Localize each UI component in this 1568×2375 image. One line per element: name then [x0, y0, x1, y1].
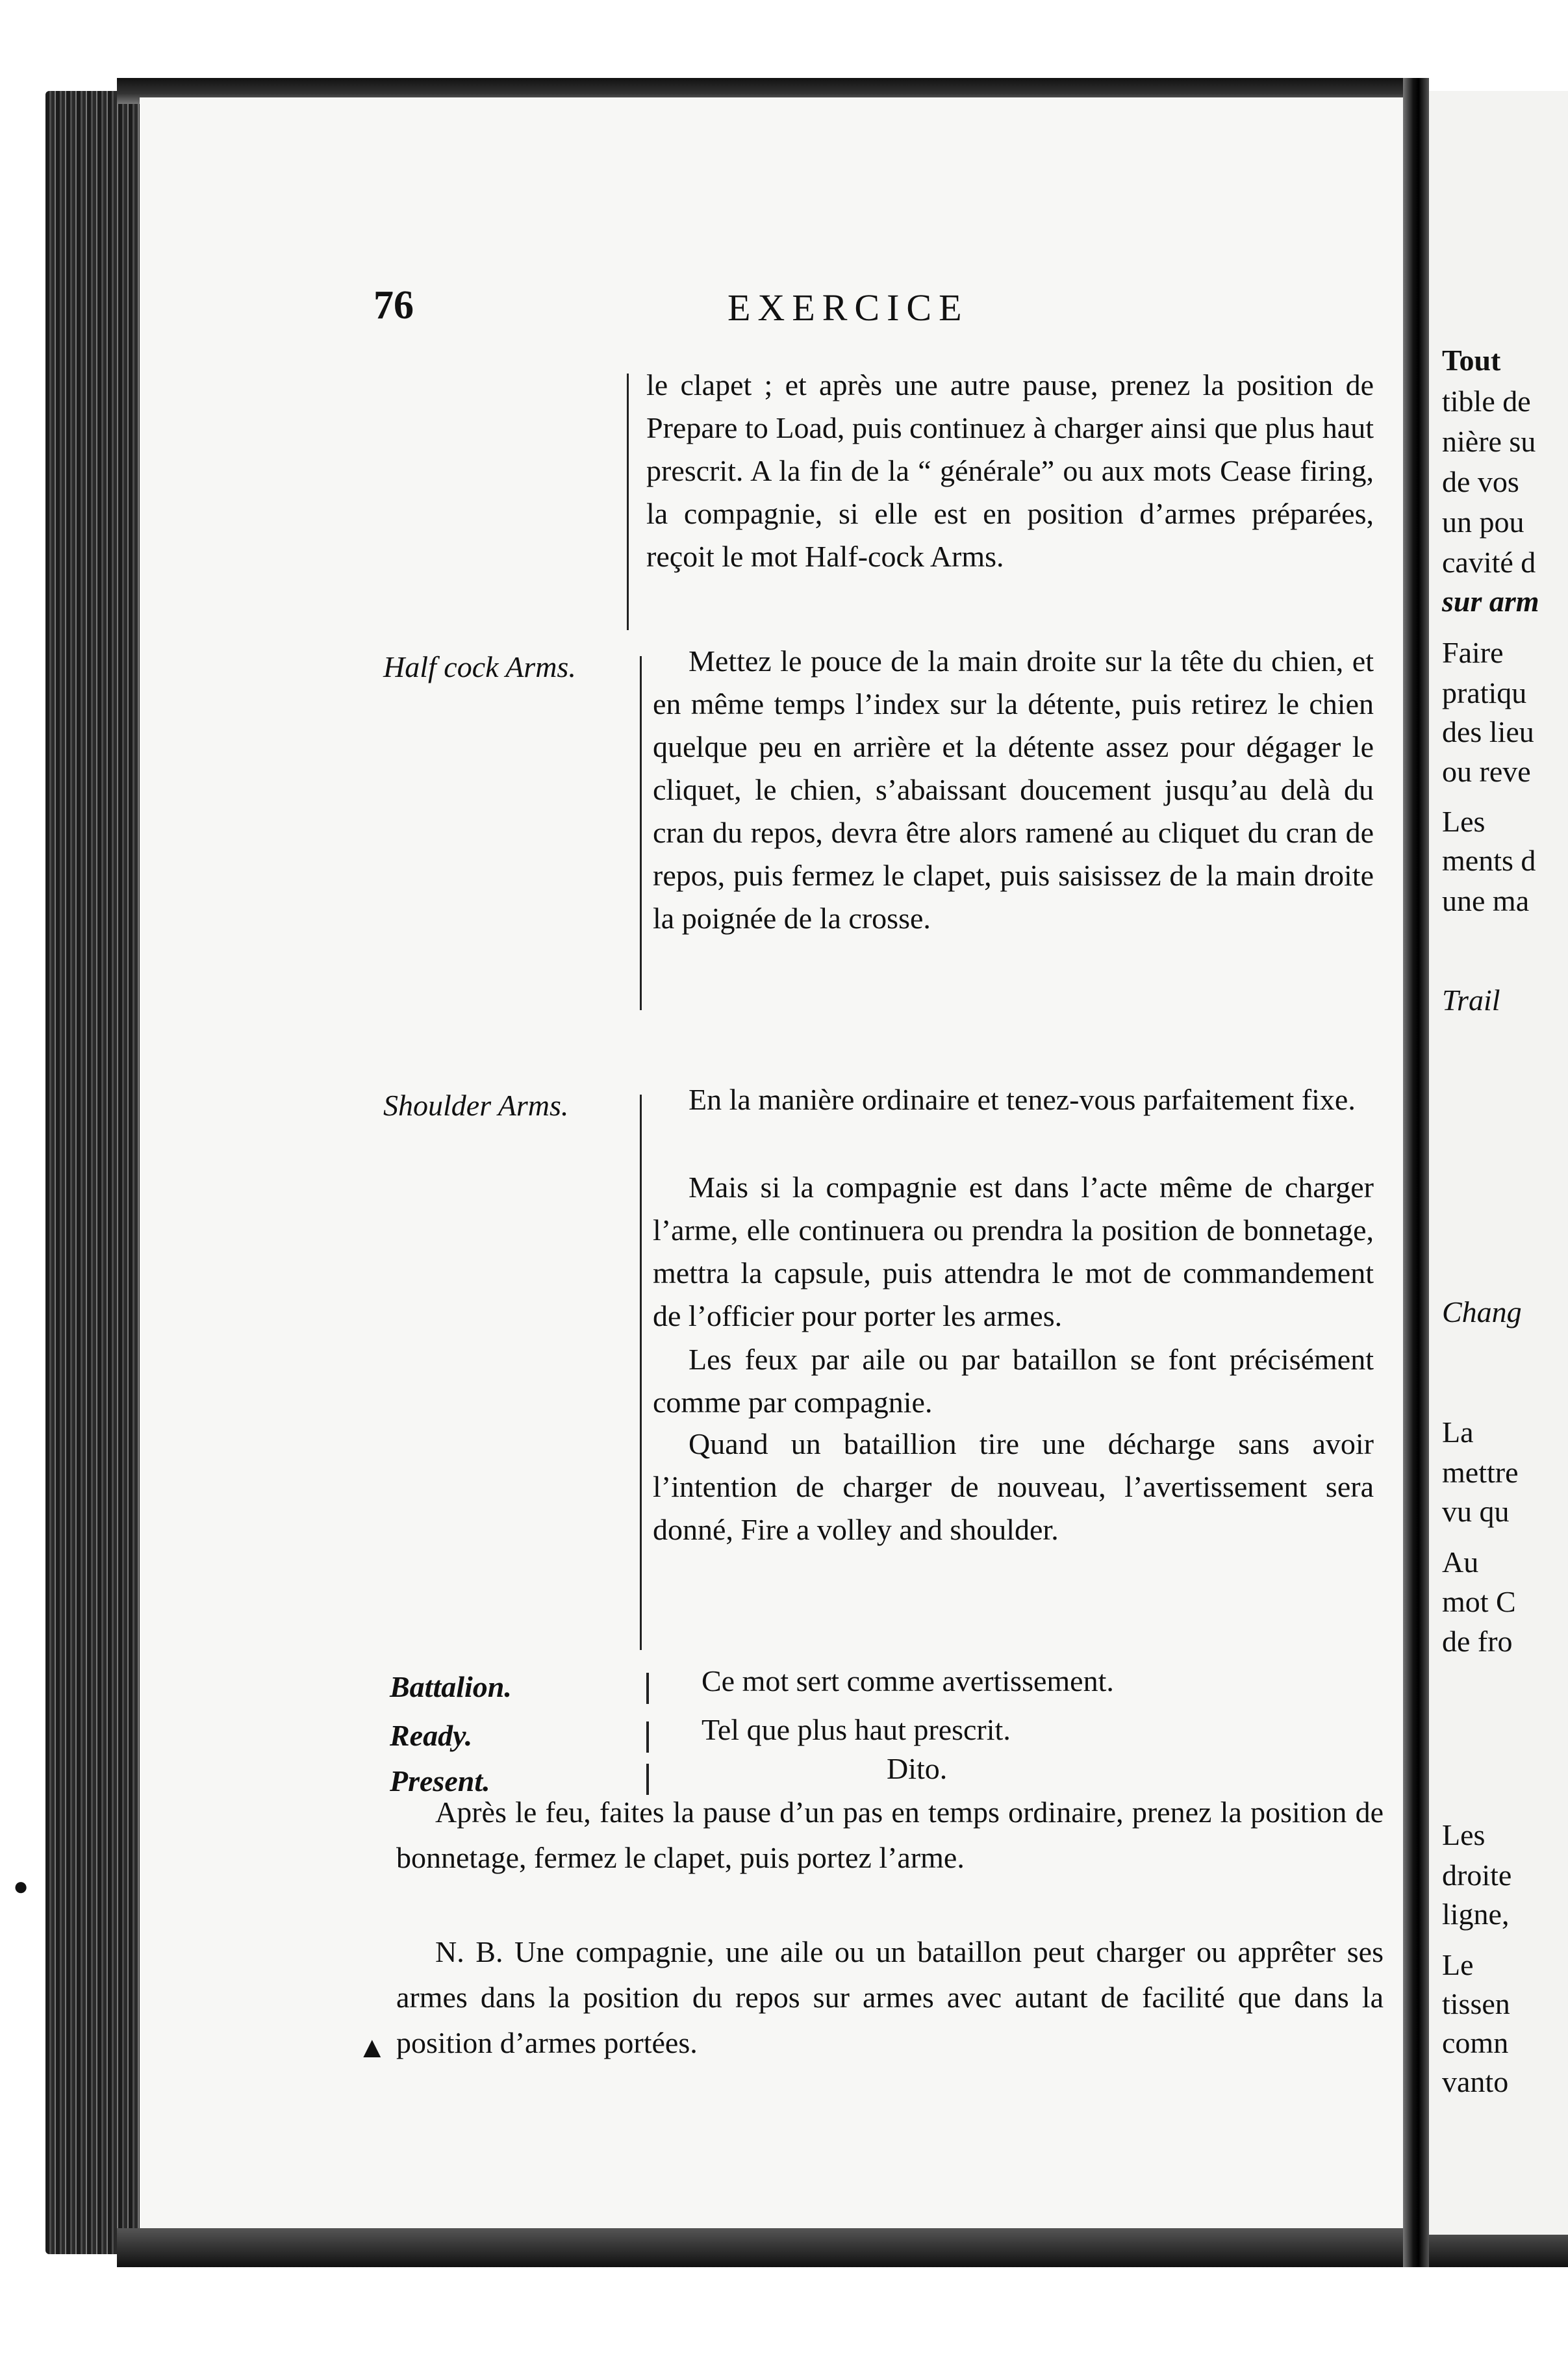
- facing-fragment: cavité d: [1442, 546, 1536, 579]
- brace: [627, 374, 629, 630]
- brace: [640, 656, 642, 1010]
- facing-fragment: La: [1442, 1416, 1474, 1449]
- facing-fragment: vu qu: [1442, 1495, 1510, 1528]
- entry-label: Ready.: [390, 1719, 473, 1752]
- entry-text: [653, 640, 1374, 940]
- entry-label: Shoulder Arms.: [383, 1089, 569, 1122]
- facing-fragment: vanto: [1442, 2065, 1509, 2098]
- facing-fragment: comn: [1442, 2026, 1509, 2059]
- entry-1-text: Mettez le pouce de la main droite sur la tête du chien, et en même temps l’index sur la détente, puis retirez le chien quelque peu en arrière et la détente assez pour dégager le cliquet, le chien, s’abaissant doucement jusqu’au delà du cran du repos, devra être alors ramené au cliquet du cran de repos, puis fermez le clapet, puis saisissez de la main droite la poignée de la crosse.: [653, 644, 1374, 935]
- facing-fragment: de fro: [1442, 1625, 1513, 1658]
- facing-fragment: des lieu: [1442, 715, 1534, 748]
- entry-0-text: le clapet ; et après une autre pause, prenez la position de Prepare to Load, puis continuez à charger ainsi que plus haut prescrit. A la fin de la “ générale” ou aux mots Cease firing, la compagnie, si elle est en position d’armes préparées, reçoit le mot Half-cock Arms.: [646, 368, 1374, 573]
- entry-paragraph: Les feux par aile ou par bataillon se font précisément comme par compagnie.: [653, 1343, 1374, 1419]
- separator-bar: [646, 1721, 649, 1753]
- facing-fragment: Tout: [1442, 344, 1501, 377]
- entry-label: Present.: [390, 1764, 490, 1797]
- facing-fragment: Le: [1442, 1948, 1474, 1981]
- running-head: EXERCICE: [727, 286, 969, 329]
- separator-bar: [646, 1673, 649, 1704]
- entry-text: Tel que plus haut prescrit.: [702, 1713, 1011, 1746]
- entry-text: [646, 364, 1374, 578]
- facing-fragment: Les: [1442, 1818, 1486, 1851]
- facing-fragment: Faire: [1442, 636, 1504, 669]
- page-number: 76: [373, 283, 414, 327]
- entry-paragraph: Mais si la compagnie est dans l’acte même de charger l’arme, elle continuera ou prendra la position de bonnetage, mettra la capsule, puis attendra le mot de commandement de l’officier pour porter les armes.: [653, 1171, 1374, 1332]
- entry-label: Battalion.: [390, 1670, 512, 1703]
- facing-fragment: un pou: [1442, 505, 1524, 539]
- book-gutter: [1403, 78, 1429, 2267]
- facing-fragment: Chang: [1442, 1295, 1522, 1328]
- facing-fragment: ments d: [1442, 844, 1536, 877]
- facing-fragment: mettre: [1442, 1456, 1519, 1489]
- facing-fragment: Trail: [1442, 984, 1500, 1017]
- facing-fragment: ou reve: [1442, 755, 1531, 788]
- facing-fragment: sur arm: [1442, 585, 1539, 618]
- closing-paragraph: Après le feu, faites la pause d’un pas en temps ordinaire, prenez la position de bonnetage, fermez le clapet, puis portez l’arme.: [396, 1796, 1384, 1874]
- entry-label: Half cock Arms.: [383, 650, 576, 683]
- ink-mark: ▲: [357, 2031, 387, 2064]
- entry-paragraph: Quand un bataillion tire une décharge sans avoir l’intention de charger de nouveau, l’avertissement sera donné, Fire a volley and shoulder.: [653, 1427, 1374, 1546]
- facing-fragment: Au: [1442, 1545, 1479, 1579]
- facing-fragment: mot C: [1442, 1585, 1516, 1618]
- facing-fragment: Les: [1442, 805, 1486, 838]
- bottom-shadow: [117, 2228, 1568, 2267]
- ink-mark: ●: [13, 1872, 29, 1901]
- entry-text: Ce mot sert comme avertissement.: [702, 1664, 1114, 1697]
- closing-paragraph: N. B. Une compagnie, une aile ou un bataillon peut charger ou apprêter ses armes dans la position du repos sur armes avec autant de facilité que dans la position d’armes portées.: [396, 1935, 1384, 2059]
- entry-paragraph: En la manière ordinaire et tenez-vous parfaitement fixe.: [689, 1083, 1356, 1116]
- facing-fragment: tible de: [1442, 385, 1531, 418]
- facing-fragment: une ma: [1442, 884, 1530, 917]
- facing-fragment: de vos: [1442, 465, 1519, 498]
- facing-fragment: nière su: [1442, 425, 1536, 458]
- facing-fragment: pratiqu: [1442, 676, 1527, 709]
- facing-page: [1429, 91, 1568, 2235]
- facing-fragment: droite: [1442, 1859, 1512, 1892]
- brace: [640, 1095, 642, 1650]
- facing-fragment: tissen: [1442, 1987, 1510, 2020]
- facing-fragment: ligne,: [1442, 1898, 1510, 1931]
- entry-text: Dito.: [887, 1752, 948, 1785]
